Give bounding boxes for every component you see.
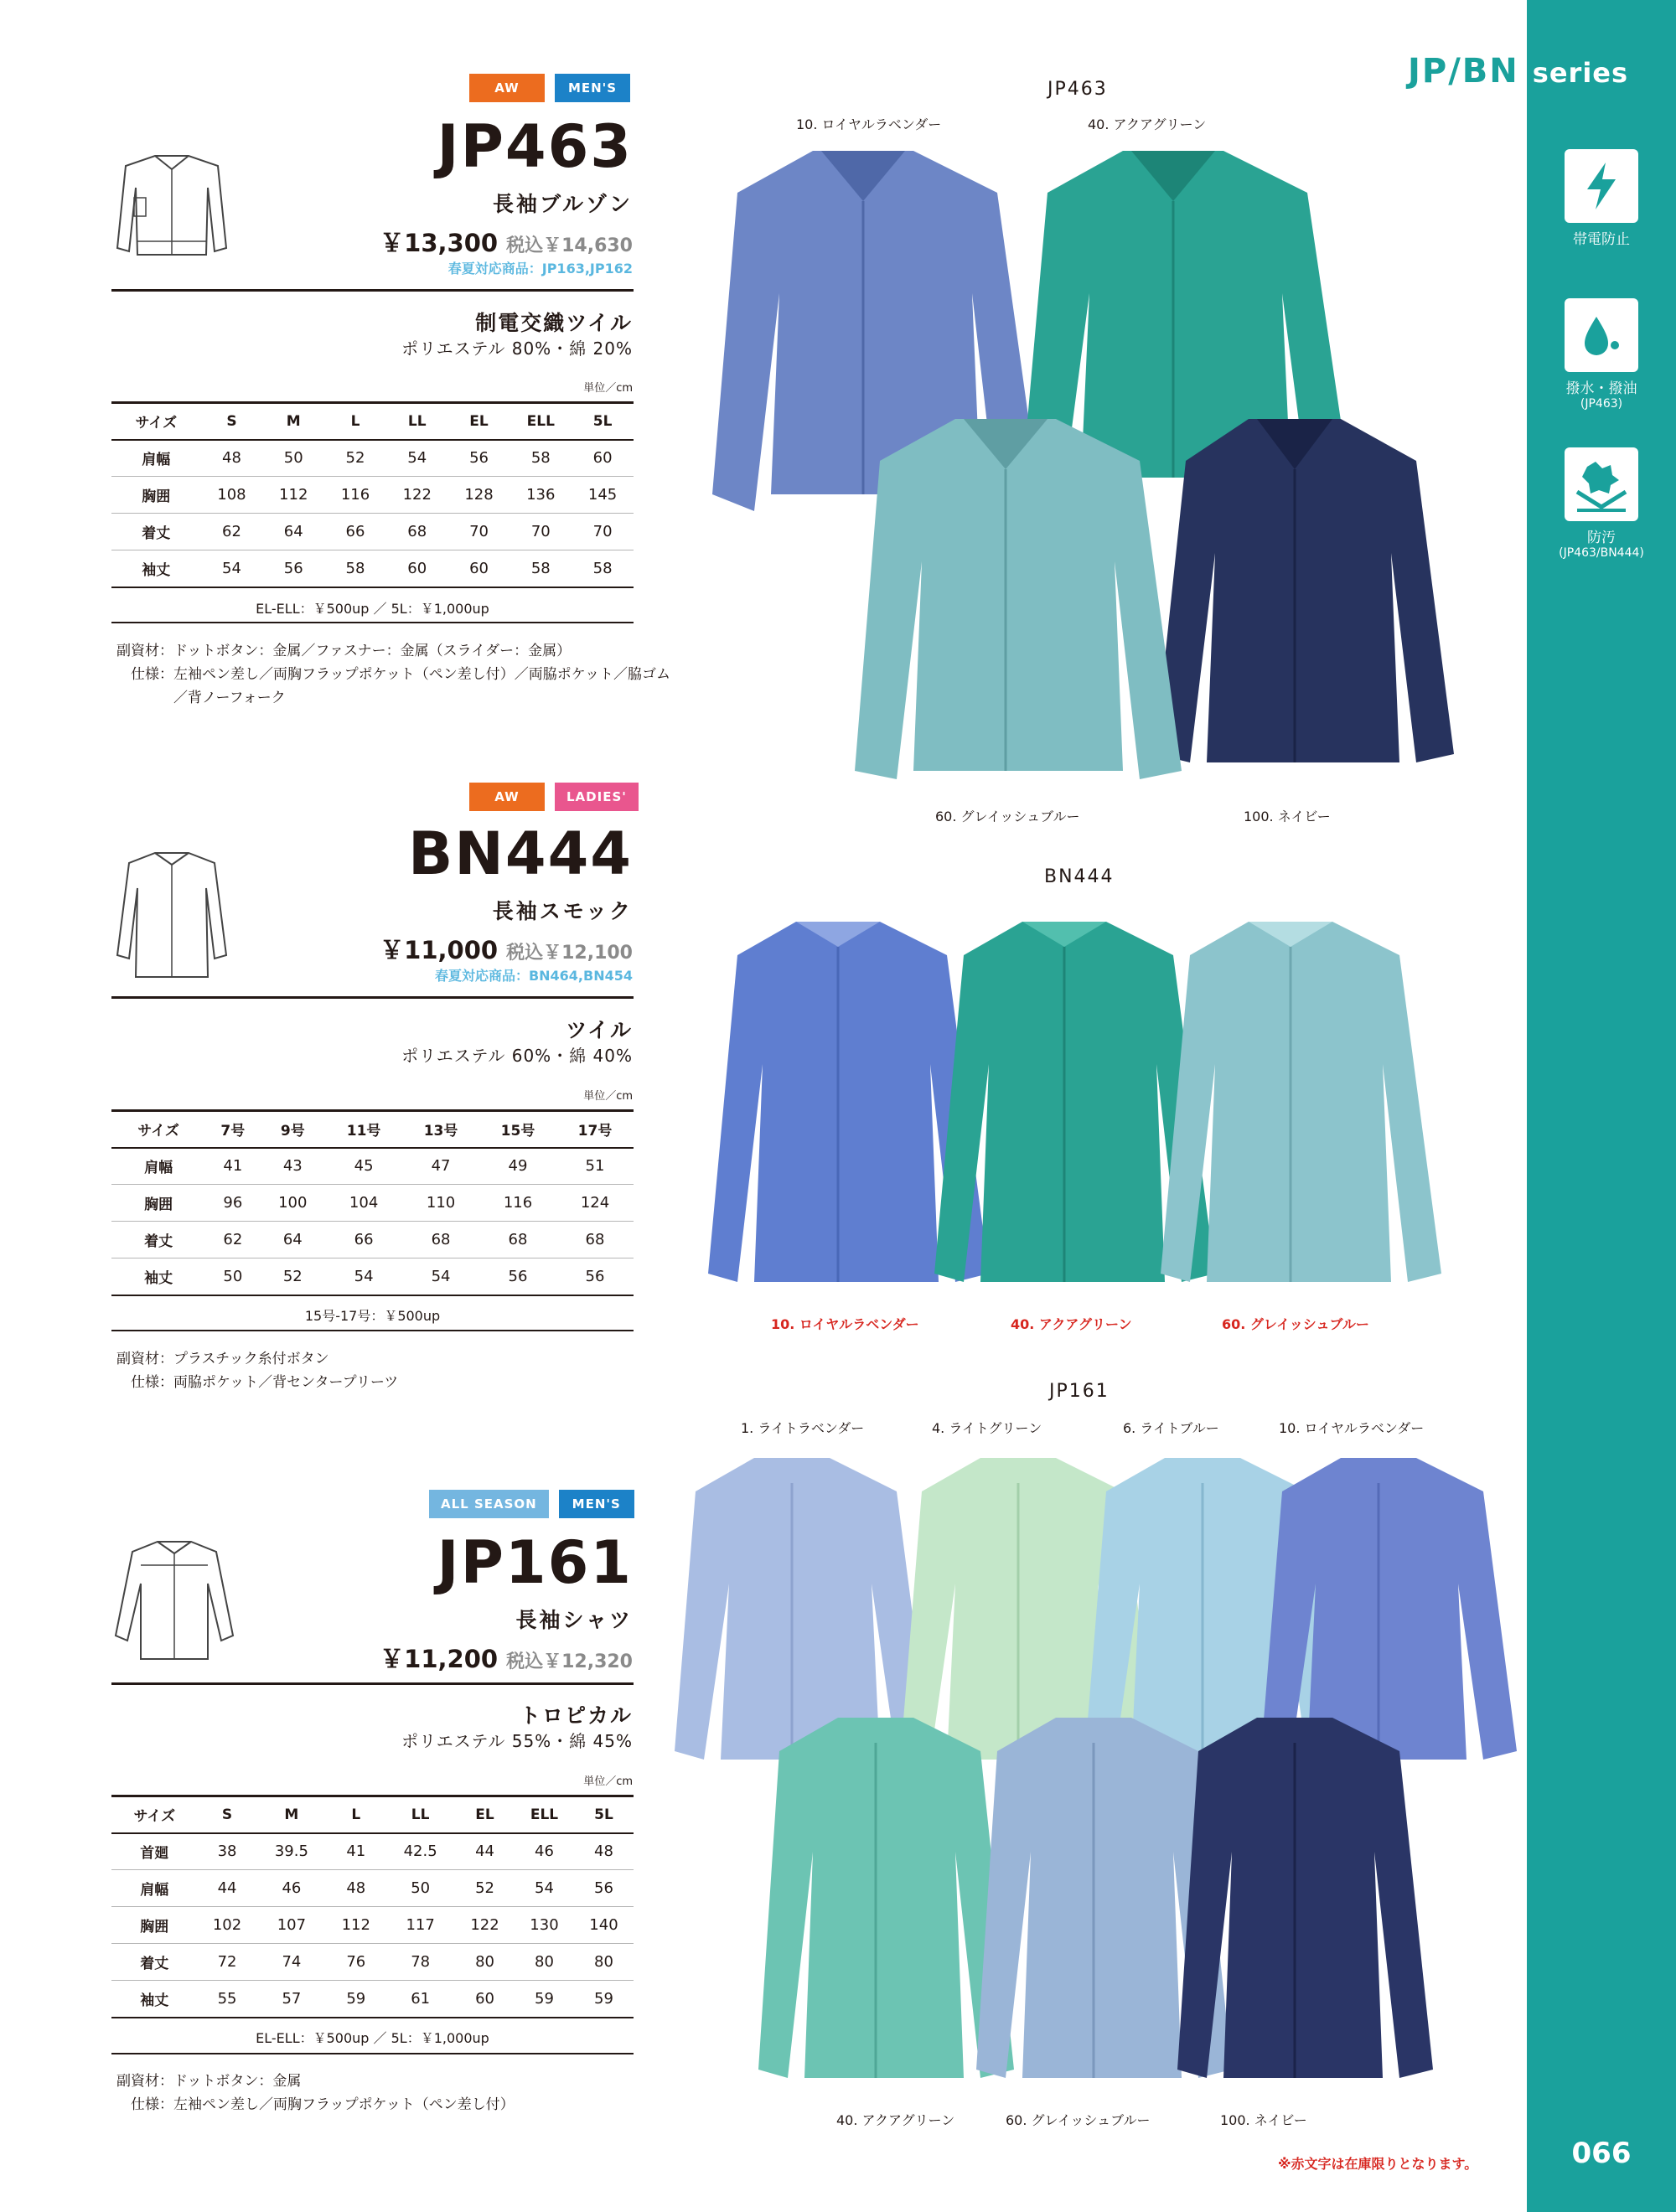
stain-guard-icon bbox=[1565, 447, 1638, 521]
feature-water-oil-repellent: 撥水・撥油 (JP463) bbox=[1527, 298, 1676, 411]
bn444-blend: ポリエステル 60%・綿 40% bbox=[401, 1046, 633, 1066]
jp161-price: ￥11,200 税込￥12,320 bbox=[380, 1645, 633, 1673]
table-row: 袖丈 50 52 54 54 56 56 bbox=[111, 1258, 634, 1295]
bn444-season-note: 春夏対応商品：BN464,BN454 bbox=[434, 968, 633, 984]
jp161-color-caption: 4. ライトグリーン bbox=[932, 1420, 1042, 1436]
bn444-unit: 単位／cm bbox=[583, 1090, 633, 1103]
jp463-photo-title: JP463 bbox=[1048, 79, 1108, 100]
table-row: 袖丈 55 57 59 61 60 59 59 bbox=[111, 1981, 634, 2018]
bn444-color-caption: 60. グレイッシュブルー bbox=[1222, 1316, 1369, 1332]
jp161-color-caption: 60. グレイッシュブルー bbox=[1006, 2112, 1151, 2128]
bn444-size-note: 15号-17号：￥500up bbox=[304, 1308, 441, 1324]
table-header-row: サイズ S M L LL EL ELL 5L bbox=[111, 403, 634, 440]
page-number: 066 bbox=[1571, 2137, 1632, 2170]
jp463-price: ￥13,300 税込￥14,630 bbox=[380, 229, 633, 257]
bn444-color-caption: 10. ロイヤルラベンダー bbox=[771, 1316, 919, 1332]
jp161-blend: ポリエステル 55%・綿 45% bbox=[401, 1731, 633, 1751]
jp463-flat-sketch bbox=[109, 147, 235, 276]
bn444-color-caption: 40. アクアグリーン bbox=[1011, 1316, 1132, 1332]
series-title: JP/BN series bbox=[1408, 52, 1629, 90]
badge-ladies: LADIES' bbox=[555, 783, 639, 811]
bn444-size-table bbox=[111, 1109, 634, 1296]
divider bbox=[111, 289, 634, 292]
table-row: 胸囲 108 112 116 122 128 136 145 bbox=[111, 477, 634, 514]
feature-stain-guard: 防汚 (JP463/BN444) bbox=[1527, 447, 1676, 560]
table-row: 袖丈 54 56 58 60 60 58 58 bbox=[111, 550, 634, 587]
jp463-jacket-grayish-blue bbox=[846, 411, 1198, 788]
water-drop-icon bbox=[1565, 298, 1638, 372]
jp161-photo-title: JP161 bbox=[1049, 1381, 1110, 1402]
bn444-price: ￥11,000 税込￥12,100 bbox=[380, 936, 633, 964]
jp463-size-table bbox=[111, 401, 634, 588]
jp161-color-caption: 100. ネイビー bbox=[1220, 2112, 1307, 2128]
table-row: 着丈 62 64 66 68 70 70 70 bbox=[111, 514, 634, 550]
table-header-row: サイズ 7号 9号 11号 13号 15号 17号 bbox=[111, 1111, 634, 1148]
jp161-shirt-navy bbox=[1173, 1709, 1441, 2086]
jp161-flat-sketch bbox=[107, 1537, 241, 1666]
jp463-color-caption: 60. グレイッシュブルー bbox=[935, 809, 1080, 824]
jp161-color-caption: 6. ライトブルー bbox=[1123, 1420, 1219, 1436]
jp161-color-caption: 10. ロイヤルラベンダー bbox=[1279, 1420, 1425, 1436]
bn444-name: 長袖スモック bbox=[492, 899, 633, 923]
bn444-fabric: ツイル bbox=[566, 1018, 633, 1042]
jp463-color-caption: 40. アクアグリーン bbox=[1088, 116, 1207, 132]
jp463-season-note: 春夏対応商品：JP163,JP162 bbox=[447, 261, 633, 276]
badge-mens: MEN'S bbox=[559, 1490, 634, 1518]
table-row: 肩幅 48 50 52 54 56 58 60 bbox=[111, 440, 634, 477]
divider bbox=[111, 1682, 634, 1685]
feature-antistatic: 帯電防止 bbox=[1527, 149, 1676, 248]
bn444-photo-title: BN444 bbox=[1044, 866, 1115, 887]
bn444-code: BN444 bbox=[407, 819, 633, 888]
lightning-icon bbox=[1565, 149, 1638, 223]
table-row: 着丈 62 64 66 68 68 68 bbox=[111, 1222, 634, 1258]
divider bbox=[111, 2053, 634, 2054]
jp161-badges bbox=[429, 1490, 634, 1518]
bn444-specs: 副資材： プラスチック糸付ボタン 仕様： 両脇ポケット／背センタープリーツ bbox=[116, 1351, 399, 1391]
badge-all-season: ALL SEASON bbox=[429, 1490, 549, 1518]
badge-mens: MEN'S bbox=[555, 74, 630, 102]
stock-footnote: ※赤文字は在庫限りとなります。 bbox=[1278, 2156, 1478, 2172]
jp463-badges bbox=[469, 74, 630, 102]
bn444-flat-sketch bbox=[109, 846, 235, 984]
badge-aw: AW bbox=[469, 74, 545, 102]
jp463-specs: 副資材： ドットボタン：金属／ファスナー：金属（スライダー：金属） 仕様： 左袖ペン差し／両胸フラップポケット（ペン差し付）／両脇ポケット／脇ゴム／背ノーフォーク bbox=[116, 643, 670, 706]
table-row: 肩幅 41 43 45 47 49 51 bbox=[111, 1148, 634, 1185]
jp463-size-note: EL-ELL：￥500up ／ 5L：￥1,000up bbox=[256, 601, 489, 617]
bn444-smock-grayish-blue bbox=[1156, 913, 1458, 1290]
jp161-color-caption: 1. ライトラベンダー bbox=[741, 1420, 865, 1436]
jp463-color-caption: 100. ネイビー bbox=[1244, 809, 1331, 824]
bn444-badges bbox=[469, 783, 639, 811]
jp161-name: 長袖シャツ bbox=[515, 1608, 633, 1632]
jp463-unit: 単位／cm bbox=[583, 382, 633, 395]
jp463-fabric: 制電交織ツイル bbox=[475, 311, 633, 335]
table-row: 首廻 38 39.5 41 42.5 44 46 48 bbox=[111, 1833, 634, 1870]
jp161-size-note: EL-ELL：￥500up ／ 5L：￥1,000up bbox=[256, 2030, 489, 2046]
jp463-code: JP463 bbox=[437, 112, 633, 181]
badge-aw: AW bbox=[469, 783, 545, 811]
table-row: 肩幅 44 46 48 50 52 54 56 bbox=[111, 1870, 634, 1907]
jp161-specs: 副資材： ドットボタン：金属 仕様： 左袖ペン差し／両胸フラップポケット（ペン差し付） bbox=[116, 2073, 515, 2113]
jp161-unit: 単位／cm bbox=[583, 1775, 633, 1788]
table-row: 胸囲 102 107 112 117 122 130 140 bbox=[111, 1907, 634, 1944]
jp161-color-caption: 40. アクアグリーン bbox=[836, 2112, 955, 2128]
divider bbox=[111, 996, 634, 999]
jp161-fabric: トロピカル bbox=[519, 1703, 633, 1728]
jp161-size-table bbox=[111, 1795, 634, 2018]
table-header-row: サイズ S M L LL EL ELL 5L bbox=[111, 1796, 634, 1833]
divider bbox=[111, 622, 634, 623]
divider bbox=[111, 1330, 634, 1331]
jp463-name: 長袖ブルゾン bbox=[492, 192, 633, 216]
jp463-blend: ポリエステル 80%・綿 20% bbox=[401, 339, 633, 359]
table-row: 着丈 72 74 76 78 80 80 80 bbox=[111, 1944, 634, 1981]
jp161-code: JP161 bbox=[437, 1528, 633, 1597]
jp463-color-caption: 10. ロイヤルラベンダー bbox=[796, 116, 942, 132]
table-row: 胸囲 96 100 104 110 116 124 bbox=[111, 1185, 634, 1222]
